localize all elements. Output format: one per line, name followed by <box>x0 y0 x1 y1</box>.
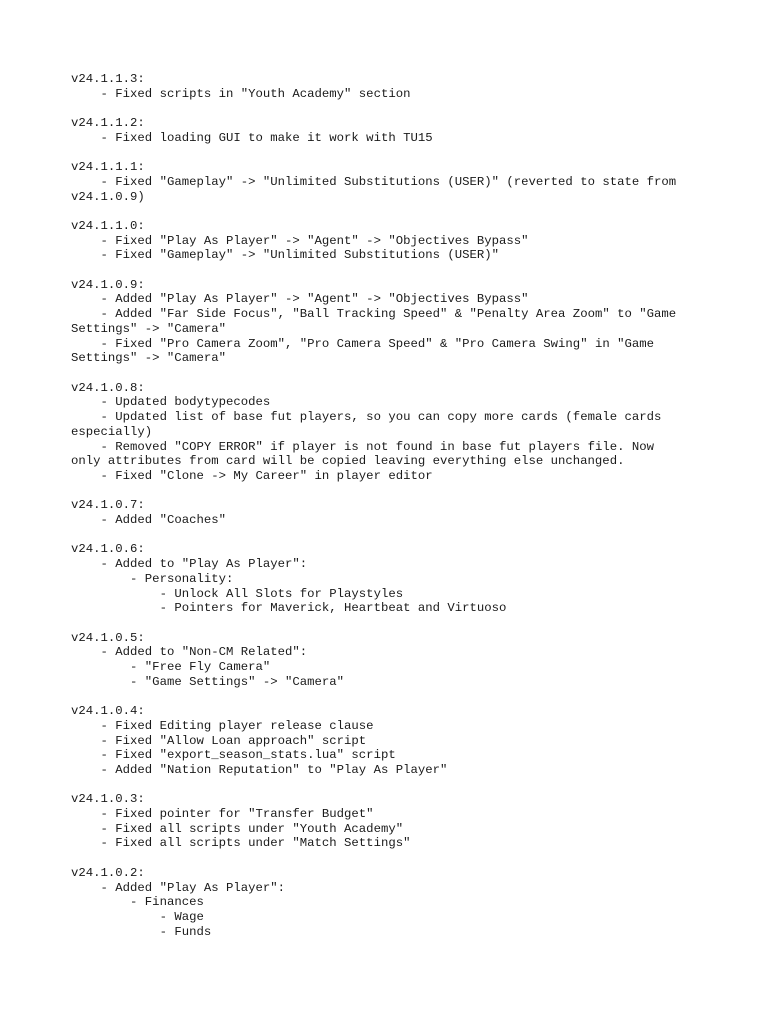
change-line: - Fixed Editing player release clause <box>71 718 374 733</box>
change-line: Settings" -> "Camera" <box>71 351 226 366</box>
change-line: - Pointers for Maverick, Heartbeat and Virtuoso <box>71 601 507 616</box>
change-line: - Updated list of base fut players, so you can copy more cards (female cards <box>71 410 662 425</box>
change-line: only attributes from card will be copied leaving everything else unchanged. <box>71 454 625 469</box>
change-line: - Fixed "export_season_stats.lua" script <box>71 748 396 763</box>
changelog-entry <box>71 72 711 101</box>
change-line: - Added "Coaches" <box>71 513 226 527</box>
change-line: - Fixed scripts in "Youth Academy" section <box>71 86 411 101</box>
version-heading: v24.1.1.1: <box>71 160 145 175</box>
version-heading: v24.1.0.3: <box>71 792 145 807</box>
change-line: - Removed "COPY ERROR" if player is not found in base fut players file. Now <box>71 439 654 454</box>
changelog-entry <box>71 542 711 616</box>
change-line: - Fixed "Play As Player" -> "Agent" -> "Objectives Bypass" <box>71 233 529 248</box>
version-heading: v24.1.1.0: <box>71 218 145 233</box>
change-line: - Added "Play As Player": <box>71 880 286 895</box>
change-line: - Added "Far Side Focus", "Ball Tracking Speed" & "Penalty Area Zoom" to "Game <box>71 307 677 322</box>
changelog-entry <box>71 498 711 527</box>
change-line: - Fixed "Allow Loan approach" script <box>71 733 367 748</box>
changelog-text <box>71 72 711 954</box>
change-line: - Added "Play As Player" -> "Agent" -> "Objectives Bypass" <box>71 292 529 307</box>
change-line: - Fixed pointer for "Transfer Budget" <box>71 807 374 821</box>
changelog-entry <box>71 631 711 690</box>
version-heading: v24.1.1.3: <box>71 72 145 86</box>
change-line: - Added "Nation Reputation" to "Play As Player" <box>71 762 448 777</box>
change-line: - Wage <box>71 909 204 924</box>
changelog-entry <box>71 160 711 204</box>
change-line: - Finances <box>71 895 204 910</box>
version-heading: v24.1.0.7: <box>71 498 145 513</box>
version-heading: v24.1.0.6: <box>71 542 145 557</box>
change-line: - Fixed "Pro Camera Zoom", "Pro Camera Speed" & "Pro Camera Swing" in "Game <box>71 336 654 351</box>
change-line: - Fixed "Gameplay" -> "Unlimited Substitutions (USER)" <box>71 248 500 263</box>
changelog-entry <box>71 792 711 851</box>
version-heading: v24.1.1.2: <box>71 116 145 131</box>
version-heading: v24.1.0.2: <box>71 865 145 880</box>
changelog-entry <box>71 116 711 145</box>
change-line: - Unlock All Slots for Playstyles <box>71 586 404 601</box>
change-line: - Added to "Play As Player": <box>71 557 308 572</box>
change-line: - Added to "Non-CM Related": <box>71 645 308 660</box>
change-line: especially) <box>71 424 153 439</box>
changelog-entry <box>71 866 711 940</box>
version-heading: v24.1.0.4: <box>71 704 145 719</box>
version-heading: v24.1.0.9: <box>71 277 145 292</box>
change-line: - Updated bodytypecodes <box>71 395 271 410</box>
change-line: - Funds <box>71 924 212 939</box>
version-heading: v24.1.0.5: <box>71 630 145 645</box>
change-line: - Fixed "Gameplay" -> "Unlimited Substitutions (USER)" (reverted to state from <box>71 174 677 189</box>
change-line: - Personality: <box>71 571 234 586</box>
change-line: - Fixed loading GUI to make it work with TU15 <box>71 130 433 145</box>
changelog-entry <box>71 219 711 263</box>
change-line: - Fixed "Clone -> My Career" in player editor <box>71 468 433 483</box>
change-line: - "Free Fly Camera" <box>71 660 271 674</box>
changelog-entry <box>71 278 711 366</box>
change-line: v24.1.0.9) <box>71 189 145 204</box>
change-line: - "Game Settings" -> "Camera" <box>71 674 345 689</box>
change-line: - Fixed all scripts under "Match Settings" <box>71 836 411 851</box>
changelog-entry <box>71 704 711 778</box>
version-heading: v24.1.0.8: <box>71 380 145 395</box>
changelog-entry <box>71 381 711 484</box>
change-line: Settings" -> "Camera" <box>71 321 226 336</box>
change-line: - Fixed all scripts under "Youth Academy" <box>71 821 404 836</box>
